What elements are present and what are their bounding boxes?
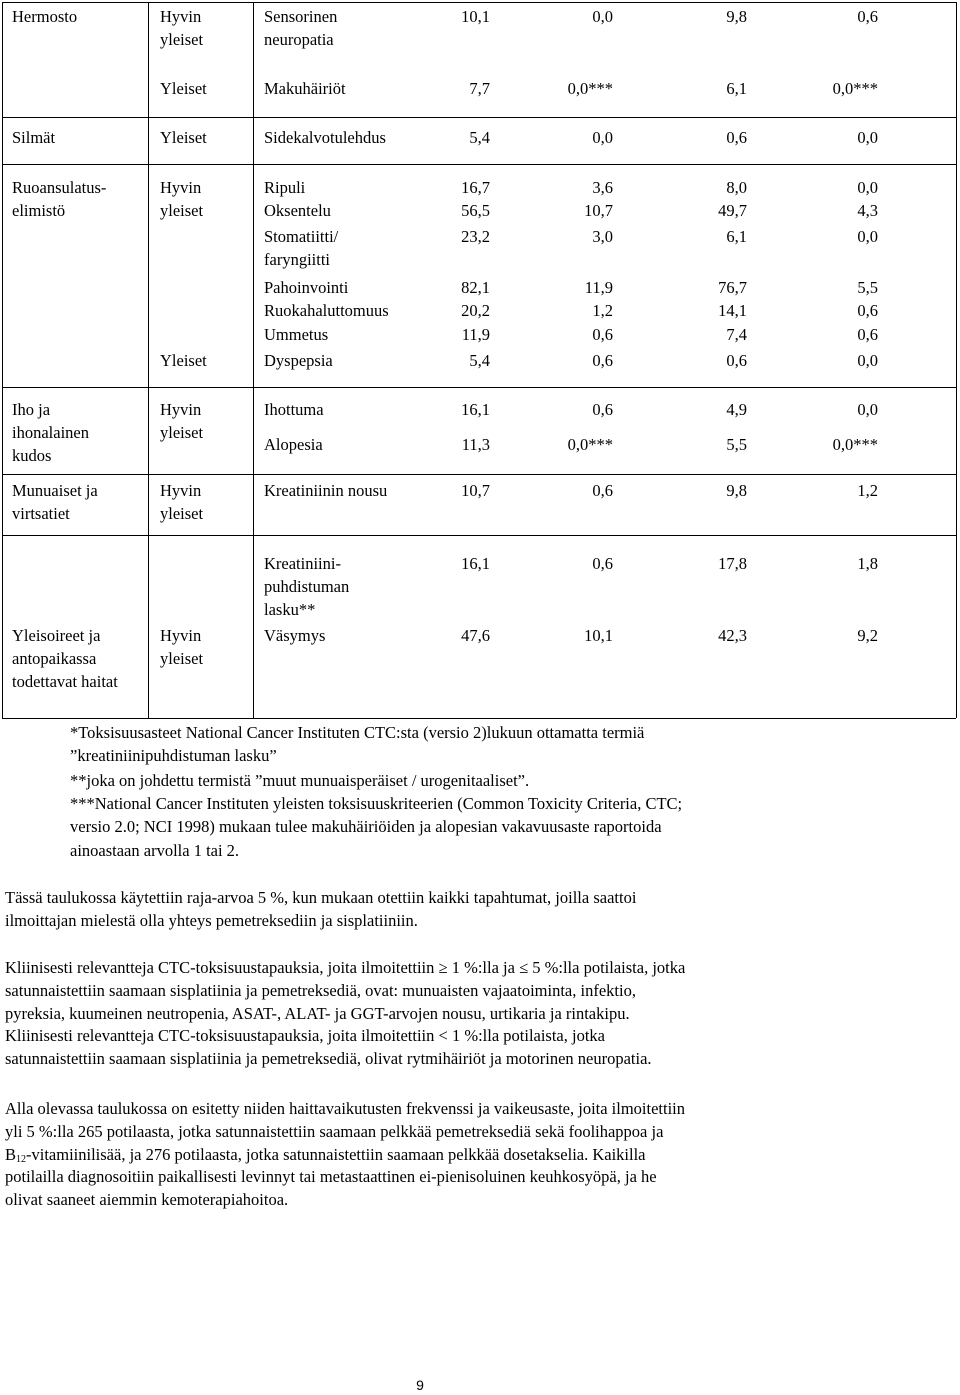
paragraph-line: olivat saaneet aiemmin kemoterapiahoitoa. — [5, 1190, 289, 1210]
value-cell: 6,1 — [726, 227, 747, 246]
value-cell: 0,6 — [726, 351, 747, 370]
value-cell: 82,1 — [461, 278, 490, 297]
less-equal-symbol: ≤ — [519, 958, 529, 977]
value-cell: 8,0 — [726, 178, 747, 197]
value-cell: 10,1 — [584, 626, 613, 645]
frequency-cell: Hyvin — [160, 626, 202, 645]
paragraph-text: Kliinisesti relevantteja CTC-toksisuustapauksia, joita ilmoitettiin — [5, 958, 439, 977]
value-cell: 20,2 — [461, 301, 490, 320]
adverse-event-term: faryngiitti — [264, 250, 330, 269]
table-divider — [2, 535, 956, 536]
adverse-event-term: Alopesia — [264, 435, 323, 454]
table-column-line — [253, 2, 254, 718]
footnote-line: **joka on johdettu termistä ”muut munuaisperäiset / urogenitaaliset”. — [70, 771, 530, 790]
value-cell: 0,0 — [857, 178, 878, 197]
adverse-event-term: lasku** — [264, 600, 316, 619]
value-cell: 1,8 — [857, 554, 878, 573]
value-cell: 0,0 — [857, 400, 878, 419]
value-cell: 0,0 — [857, 227, 878, 246]
footnote-line: versio 2.0; NCI 1998) mukaan tulee makuhäiriöiden ja alopesian vakavuusaste raportoida — [70, 817, 662, 836]
value-cell: 49,7 — [718, 201, 747, 220]
paragraph-line: satunnaistettiin saamaan sisplatiinia ja pemetreksediä, olivat rytmihäiriöt ja motorinen neuropatia. — [5, 1049, 652, 1069]
adverse-event-term: Makuhäiriöt — [264, 79, 346, 98]
paragraph-line: Kliinisesti relevantteja CTC-toksisuustapauksia, joita ilmoitettiin < 1 %:lla potilaista, jotka — [5, 1026, 606, 1046]
frequency-cell: Hyvin — [160, 7, 202, 26]
organ-class-cell: Ruoansulatus- — [12, 178, 107, 197]
adverse-event-term: Stomatiitti/ — [264, 227, 339, 246]
frequency-cell: Hyvin — [160, 400, 202, 419]
adverse-event-term: neuropatia — [264, 30, 334, 49]
value-cell: 0,0*** — [567, 435, 613, 454]
organ-class-cell: Silmät — [12, 128, 56, 147]
frequency-cell: Hyvin — [160, 481, 202, 500]
value-cell: 11,9 — [461, 325, 490, 344]
adverse-event-term: Kreatiniini- — [264, 554, 341, 573]
value-cell: 0,6 — [592, 351, 613, 370]
frequency-cell: yleiset — [160, 201, 204, 220]
value-cell: 7,7 — [469, 79, 490, 98]
value-cell: 9,2 — [857, 626, 878, 645]
paragraph-line: potilailla diagnosoitiin paikallisesti levinnyt tai metastaattinen ei-pienisoluinen keuhkosyöpä, ja he — [5, 1167, 657, 1187]
paragraph-relevant-toxicity — [5, 957, 950, 1071]
adverse-event-term: Väsymys — [264, 626, 326, 645]
value-cell: 9,8 — [726, 7, 747, 26]
adverse-event-term: Pahoinvointi — [264, 278, 349, 297]
organ-class-cell: virtsatiet — [12, 504, 70, 523]
value-cell: 1,2 — [592, 301, 613, 320]
adverse-event-term: Ihottuma — [264, 400, 324, 419]
adverse-event-term: Kreatiniinin nousu — [264, 481, 388, 500]
paragraph-line: ilmoittajan mielestä olla yhteys pemetreksediin ja sisplatiiniin. — [5, 910, 418, 930]
frequency-cell: yleiset — [160, 504, 204, 523]
adverse-event-term: Dyspepsia — [264, 351, 333, 370]
paragraph-text: B — [5, 1144, 17, 1164]
value-cell: 0,6 — [592, 481, 613, 500]
value-cell: 5,5 — [726, 435, 747, 454]
paragraph-line: Alla olevassa taulukossa on esitetty niiden haittavaikutusten frekvenssi ja vaikeusaste, joita ilmoitettiin — [5, 1099, 686, 1118]
value-cell: 76,7 — [718, 278, 747, 297]
value-cell: 0,0*** — [832, 435, 878, 454]
value-cell: 4,3 — [857, 201, 878, 220]
value-cell: 5,4 — [469, 128, 490, 147]
adverse-event-term: Ruokahaluttomuus — [264, 301, 389, 320]
value-cell: 0,6 — [592, 325, 613, 344]
table-column-line — [148, 2, 149, 718]
organ-class-cell: Hermosto — [12, 7, 78, 26]
value-cell: 3,0 — [592, 227, 613, 246]
organ-class-cell: Munuaiset ja — [12, 481, 98, 500]
frequency-cell: yleiset — [160, 30, 204, 49]
paragraph-line: Tässä taulukossa käytettiin raja-arvoa 5 %, kun mukaan otettiin kaikki tapahtumat, joilla saattoi — [5, 888, 637, 907]
value-cell: 0,6 — [857, 301, 878, 320]
frequency-cell: Yleiset — [160, 79, 207, 98]
value-cell: 0,6 — [857, 7, 878, 26]
value-cell: 11,3 — [461, 435, 490, 454]
frequency-cell: Yleiset — [160, 128, 207, 147]
paragraph-text: -vitamiinilisää, ja 276 potilaasta, jotka satunnaistettiin saamaan pelkkää dosetakselia. Kaikilla — [26, 1144, 646, 1164]
greater-equal-symbol: ≥ — [438, 958, 448, 977]
value-cell: 0,0 — [857, 128, 878, 147]
value-cell: 0,6 — [857, 325, 878, 344]
organ-class-cell: antopaikassa — [12, 649, 97, 668]
value-cell: 4,9 — [726, 400, 747, 419]
footnote-line: *Toksisuusasteet National Cancer Instituten CTC:sta (versio 2)lukuun ottamatta termiä — [70, 723, 645, 742]
table-border-left — [2, 2, 3, 718]
organ-class-cell: todettavat haitat — [12, 672, 118, 691]
value-cell: 10,7 — [461, 481, 490, 500]
footnote-line: ***National Cancer Instituten yleisten toksisuuskriteerien (Common Toxicity Criteria, CTC; — [70, 794, 683, 813]
value-cell: 0,0 — [857, 351, 878, 370]
organ-class-cell: kudos — [12, 446, 52, 465]
organ-class-cell: elimistö — [12, 201, 66, 220]
paragraph-threshold — [5, 887, 950, 933]
table-divider — [2, 117, 956, 118]
adverse-event-term: Ummetus — [264, 325, 329, 344]
adverse-event-term: Ripuli — [264, 178, 306, 197]
paragraph-line: pyreksia, kuumeinen neutropenia, ASAT-, ALAT- ja GGT-arvojen nousu, urtikaria ja rintakipu. — [5, 1003, 630, 1023]
paragraph-line — [5, 1144, 950, 1167]
table-border-top — [2, 2, 956, 3]
value-cell: 16,1 — [461, 400, 490, 419]
value-cell: 6,1 — [726, 79, 747, 98]
value-cell: 11,9 — [584, 278, 613, 297]
value-cell: 23,2 — [461, 227, 490, 246]
table-divider — [2, 387, 956, 388]
value-cell: 5,5 — [857, 278, 878, 297]
organ-class-cell: Yleisoireet ja — [12, 626, 101, 645]
frequency-cell: Yleiset — [160, 351, 207, 370]
frequency-cell: Hyvin — [160, 178, 202, 197]
value-cell: 9,8 — [726, 481, 747, 500]
adverse-event-term: Sensorinen — [264, 7, 338, 26]
table-border-right — [956, 2, 957, 718]
paragraph-text: 5 %:lla potilaista, jotka — [528, 958, 686, 977]
value-cell: 42,3 — [718, 626, 747, 645]
value-cell: 0,6 — [592, 400, 613, 419]
subscript: 12 — [16, 1153, 27, 1165]
value-cell: 47,6 — [461, 626, 490, 645]
page-number: 9 — [416, 1377, 424, 1393]
value-cell: 3,6 — [592, 178, 613, 197]
organ-class-cell: Iho ja — [12, 400, 51, 419]
value-cell: 17,8 — [718, 554, 747, 573]
paragraph-line: satunnaistettiin saamaan sisplatiinia ja pemetreksediä, ovat: munuaisten vajaatoiminta, infektio, — [5, 980, 636, 1000]
footnote-line: ainoastaan arvolla 1 tai 2. — [70, 841, 240, 860]
value-cell: 5,4 — [469, 351, 490, 370]
adverse-event-term: Sidekalvotulehdus — [264, 128, 386, 147]
frequency-cell: yleiset — [160, 423, 204, 442]
adverse-event-term: puhdistuman — [264, 577, 350, 596]
table-divider — [2, 164, 956, 165]
value-cell: 56,5 — [461, 201, 490, 220]
value-cell: 10,7 — [584, 201, 613, 220]
value-cell: 0,6 — [592, 554, 613, 573]
paragraph-table-intro — [5, 1098, 950, 1212]
footnote-line: ”kreatiniinipuhdistuman lasku” — [70, 746, 277, 765]
value-cell: 0,0*** — [567, 79, 613, 98]
value-cell: 0,0 — [592, 7, 613, 26]
value-cell: 0,6 — [726, 128, 747, 147]
value-cell: 14,1 — [718, 301, 747, 320]
organ-class-cell: ihonalainen — [12, 423, 89, 442]
value-cell: 0,0*** — [832, 79, 878, 98]
value-cell: 0,0 — [592, 128, 613, 147]
adverse-event-term: Oksentelu — [264, 201, 331, 220]
value-cell: 10,1 — [461, 7, 490, 26]
table-divider — [2, 474, 956, 475]
table-border-bottom — [2, 718, 956, 719]
value-cell: 16,1 — [461, 554, 490, 573]
value-cell: 16,7 — [461, 178, 490, 197]
value-cell: 1,2 — [857, 481, 878, 500]
frequency-cell: yleiset — [160, 649, 204, 668]
value-cell: 7,4 — [726, 325, 747, 344]
paragraph-line: yli 5 %:lla 265 potilaasta, jotka satunnaistettiin saamaan pelkkää pemetreksediä sekä foolihappoa ja — [5, 1121, 664, 1141]
paragraph-text: 1 %:lla ja — [447, 958, 520, 977]
paragraph-line — [5, 957, 950, 980]
